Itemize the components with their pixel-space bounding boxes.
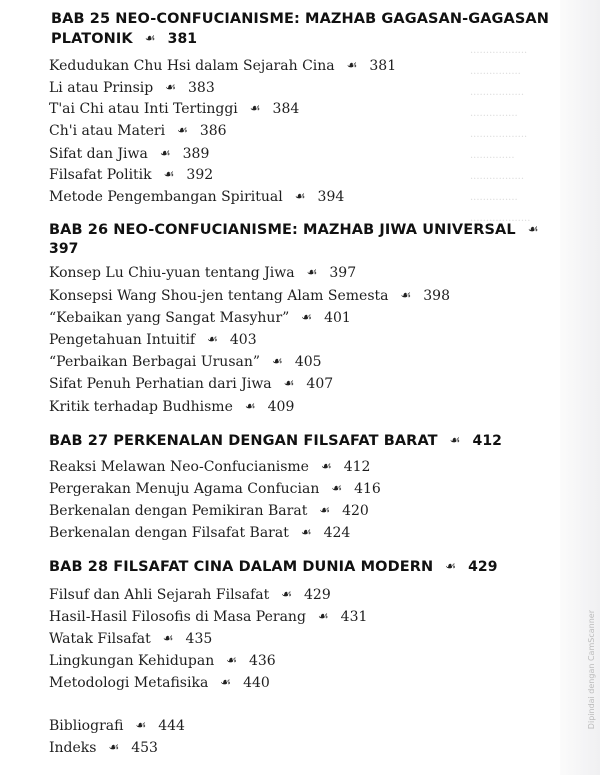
toc-entry: Lingkungan Kehidupan ☙ 436 bbox=[49, 653, 276, 669]
toc-entry: Berkenalan dengan Pemikiran Barat ☙ 420 bbox=[49, 503, 369, 519]
ornament-icon: ☙ bbox=[449, 433, 461, 447]
ornament-icon: ☙ bbox=[306, 265, 318, 279]
toc-entry-bibliography: Bibliografi ☙ 444 bbox=[49, 718, 185, 734]
ornament-icon: ☙ bbox=[108, 740, 120, 754]
toc-entry: Watak Filsafat ☙ 435 bbox=[49, 631, 213, 647]
bleed-through-text: .................. ................ ................. ............... .................. .............. ................. ............... ................... bbox=[470, 45, 531, 224]
ornament-icon: ☙ bbox=[300, 525, 312, 539]
ornament-icon: ☙ bbox=[165, 80, 177, 94]
ornament-icon: ☙ bbox=[177, 123, 188, 137]
ornament-icon: ☙ bbox=[319, 503, 331, 517]
toc-entry-index: Indeks ☙ 453 bbox=[49, 740, 158, 756]
ornament-icon: ☙ bbox=[320, 459, 332, 473]
ornament-icon: ☙ bbox=[220, 675, 232, 689]
chapter-26-title-text: BAB 26 NEO-CONFUCIANISME: MAZHAB JIWA UNIVERSAL bbox=[49, 222, 516, 238]
ornament-icon: ☙ bbox=[162, 631, 174, 645]
toc-entry: Filsuf dan Ahli Sejarah Filsafat ☙ 429 bbox=[49, 587, 331, 603]
toc-entry: Konsep Lu Chiu-yuan tentang Jiwa ☙ 397 bbox=[49, 265, 357, 281]
ornament-icon: ☙ bbox=[294, 189, 306, 203]
toc-entry: Sifat dan Jiwa ☙ 389 bbox=[49, 146, 210, 162]
ornament-icon: ☙ bbox=[144, 31, 156, 45]
chapter-25-title-line1 bbox=[51, 11, 549, 27]
toc-entry: “Kebaikan yang Sangat Masyhur” ☙ 401 bbox=[49, 310, 351, 326]
ornament-icon: ☙ bbox=[346, 58, 358, 72]
ornament-icon: ☙ bbox=[400, 288, 412, 302]
chapter-25-title-text: BAB 25 NEO-CONFUCIANISME: MAZHAB GAGASAN-GAGASAN bbox=[51, 11, 549, 27]
toc-entry: Kritik terhadap Budhisme ☙ 409 bbox=[49, 399, 295, 415]
ornament-icon: ☙ bbox=[272, 354, 283, 368]
toc-entry: Li atau Prinsip ☙ 383 bbox=[49, 80, 215, 96]
scanner-watermark: Dipindai dengan CamScanner bbox=[587, 610, 596, 730]
ornament-icon: ☙ bbox=[244, 399, 256, 413]
ornament-icon: ☙ bbox=[163, 167, 175, 181]
ornament-icon: ☙ bbox=[445, 559, 457, 573]
toc-entry: Pergerakan Menuju Agama Confucian ☙ 416 bbox=[49, 481, 381, 497]
toc-entry: Filsafat Politik ☙ 392 bbox=[49, 167, 214, 183]
ornament-icon: ☙ bbox=[226, 653, 237, 667]
chapter-25-title-line2 bbox=[51, 31, 197, 47]
ornament-icon: ☙ bbox=[283, 376, 295, 390]
ornament-icon: ☙ bbox=[331, 481, 343, 495]
toc-entry: Metodologi Metafisika ☙ 440 bbox=[49, 675, 270, 691]
toc-entry: Sifat Penuh Perhatian dari Jiwa ☙ 407 bbox=[49, 376, 334, 392]
ornament-icon: ☙ bbox=[527, 222, 539, 236]
chapter-26-title-line1 bbox=[49, 222, 551, 238]
chapter-25-title-text-2: PLATONIK bbox=[51, 31, 133, 47]
toc-entry: Reaksi Melawan Neo-Confucianisme ☙ 412 bbox=[49, 459, 371, 475]
chapter-27-title: BAB 27 PERKENALAN DENGAN FILSAFAT BARAT ☙ 412 bbox=[49, 433, 503, 449]
toc-entry: “Perbaikan Berbagai Urusan” ☙ 405 bbox=[49, 354, 322, 370]
toc-entry: Metode Pengembangan Spiritual ☙ 394 bbox=[49, 189, 345, 205]
toc-entry: Ch'i atau Materi ☙ 386 bbox=[49, 123, 227, 139]
toc-entry: Berkenalan dengan Filsafat Barat ☙ 424 bbox=[49, 525, 351, 541]
toc-entry: Kedudukan Chu Hsi dalam Sejarah Cina ☙ 381 bbox=[49, 58, 397, 74]
chapter-28-title: BAB 28 FILSAFAT CINA DALAM DUNIA MODERN ☙ 429 bbox=[49, 559, 498, 575]
chapter-26-page: 397 bbox=[49, 241, 79, 257]
toc-entry: Pengetahuan Intuitif ☙ 403 bbox=[49, 332, 257, 348]
toc-entry: T'ai Chi atau Inti Tertinggi ☙ 384 bbox=[49, 101, 300, 117]
ornament-icon: ☙ bbox=[159, 146, 171, 160]
ornament-icon: ☙ bbox=[317, 609, 329, 623]
ornament-icon: ☙ bbox=[207, 332, 218, 346]
ornament-icon: ☙ bbox=[249, 101, 261, 115]
ornament-icon: ☙ bbox=[281, 587, 292, 601]
toc-entry: Konsepsi Wang Shou-jen tentang Alam Semesta ☙ 398 bbox=[49, 288, 450, 304]
chapter-25-page: 381 bbox=[167, 31, 198, 47]
ornament-icon: ☙ bbox=[301, 310, 313, 324]
toc-entry: Hasil-Hasil Filosofis di Masa Perang ☙ 431 bbox=[49, 609, 368, 625]
ornament-icon: ☙ bbox=[135, 718, 147, 732]
